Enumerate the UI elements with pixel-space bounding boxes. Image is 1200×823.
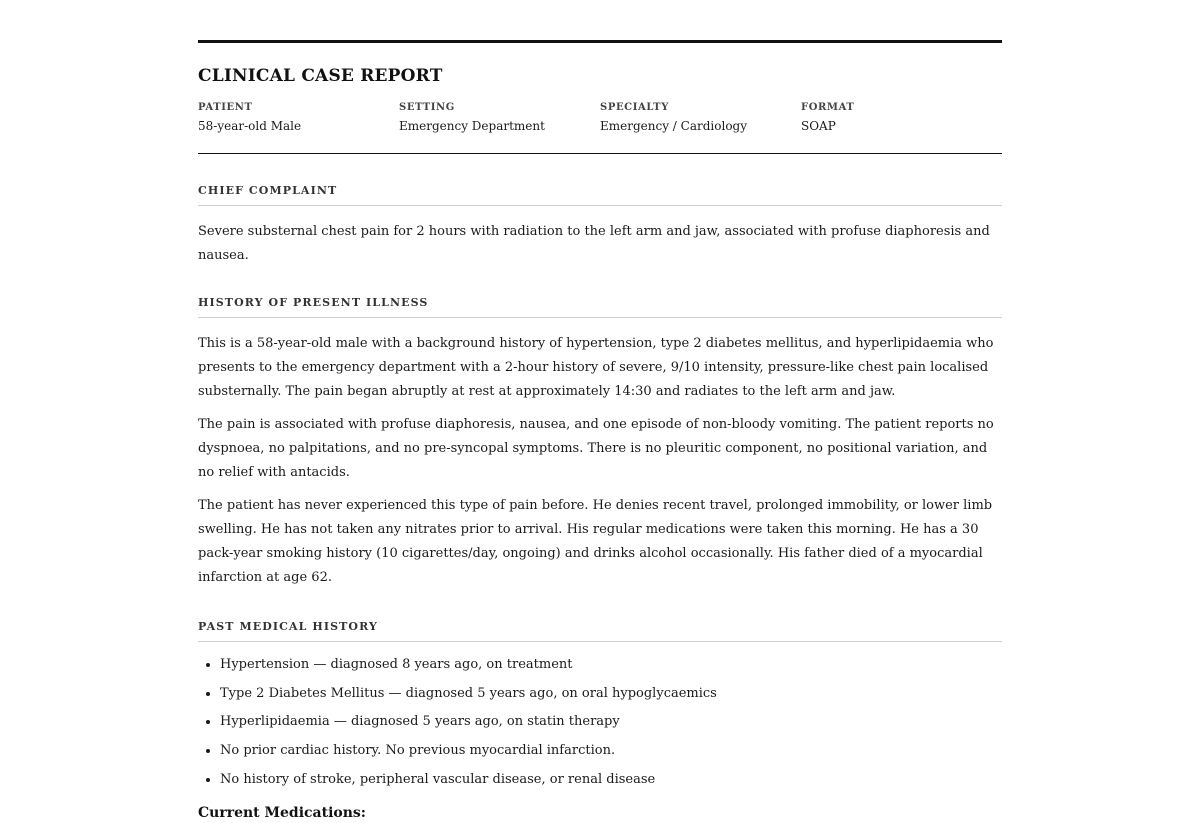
report-title: CLINICAL CASE REPORT: [198, 66, 443, 86]
section-hpi: [198, 296, 1002, 590]
meta-label: SPECIALTY: [600, 102, 669, 113]
meta-label: SETTING: [399, 102, 455, 113]
case-report-page: [198, 40, 1002, 823]
meta-value: 58-year-old Male: [198, 119, 302, 133]
report-meta: [198, 101, 1002, 154]
section-body: [198, 651, 1002, 823]
meta-format: [801, 101, 1002, 135]
current-medications-heading: Current Medications:: [198, 804, 366, 821]
list-item: • Hyperlipidaemia — diagnosed 5 years ago, on statin therapy: [220, 708, 1002, 737]
chief-complaint-text: Severe substernal chest pain for 2 hours with radiation to the left arm and jaw, associated with profuse diaphoresis and nausea.: [198, 224, 990, 263]
meta-specialty: [600, 101, 801, 135]
meta-value: Emergency Department: [399, 119, 545, 133]
meta-label: FORMAT: [801, 102, 855, 113]
hpi-paragraph: The patient has never experienced this type of pain before. He denies recent travel, prolonged immobility, or lower limb swelling. He has not taken any nitrates prior to arrival. His regular medications were taken this morning. He has a 30 pack-year smoking history (10 cigarettes/day, ongoing) and drinks alcohol occasionally. His father died of a myocardial infarction at age 62.: [198, 498, 993, 585]
section-chief-complaint: [198, 184, 1002, 268]
section-body: [198, 220, 1002, 268]
meta-label: PATIENT: [198, 102, 253, 113]
hpi-paragraph: The pain is associated with profuse diaphoresis, nausea, and one episode of non-bloody vomiting. The patient reports no dyspnoea, no palpitations, and no pre-syncopal symptoms. There is no pleuritic component, no positional variation, and no relief with antacids.: [198, 417, 994, 480]
section-body: [198, 332, 1002, 590]
section-heading: CHIEF COMPLAINT: [198, 184, 1002, 206]
section-heading: HISTORY OF PRESENT ILLNESS: [198, 296, 1002, 318]
meta-patient: [198, 101, 399, 135]
top-rule: [198, 40, 1002, 43]
hpi-paragraph: This is a 58-year-old male with a background history of hypertension, type 2 diabetes mellitus, and hyperlipidaemia who presents to the emergency department with a 2-hour history of severe, 9/10 intensity, pressure-like chest pain localised substernally. The pain began abruptly at rest at approximately 14:30 and radiates to the left arm and jaw.: [198, 336, 994, 399]
meta-setting: [399, 101, 600, 135]
section-heading: PAST MEDICAL HISTORY: [198, 620, 1002, 642]
meta-value: Emergency / Cardiology: [600, 119, 747, 133]
list-item: • No history of stroke, peripheral vascular disease, or renal disease: [220, 766, 1002, 795]
section-pmh: [198, 620, 1002, 823]
list-item: • Type 2 Diabetes Mellitus — diagnosed 5 years ago, on oral hypoglycaemics: [220, 680, 1002, 709]
pmh-list: [198, 651, 1002, 795]
list-item: • Hypertension — diagnosed 8 years ago, on treatment: [220, 651, 1002, 680]
list-item: • No prior cardiac history. No previous myocardial infarction.: [220, 737, 1002, 766]
meta-value: SOAP: [801, 119, 836, 133]
